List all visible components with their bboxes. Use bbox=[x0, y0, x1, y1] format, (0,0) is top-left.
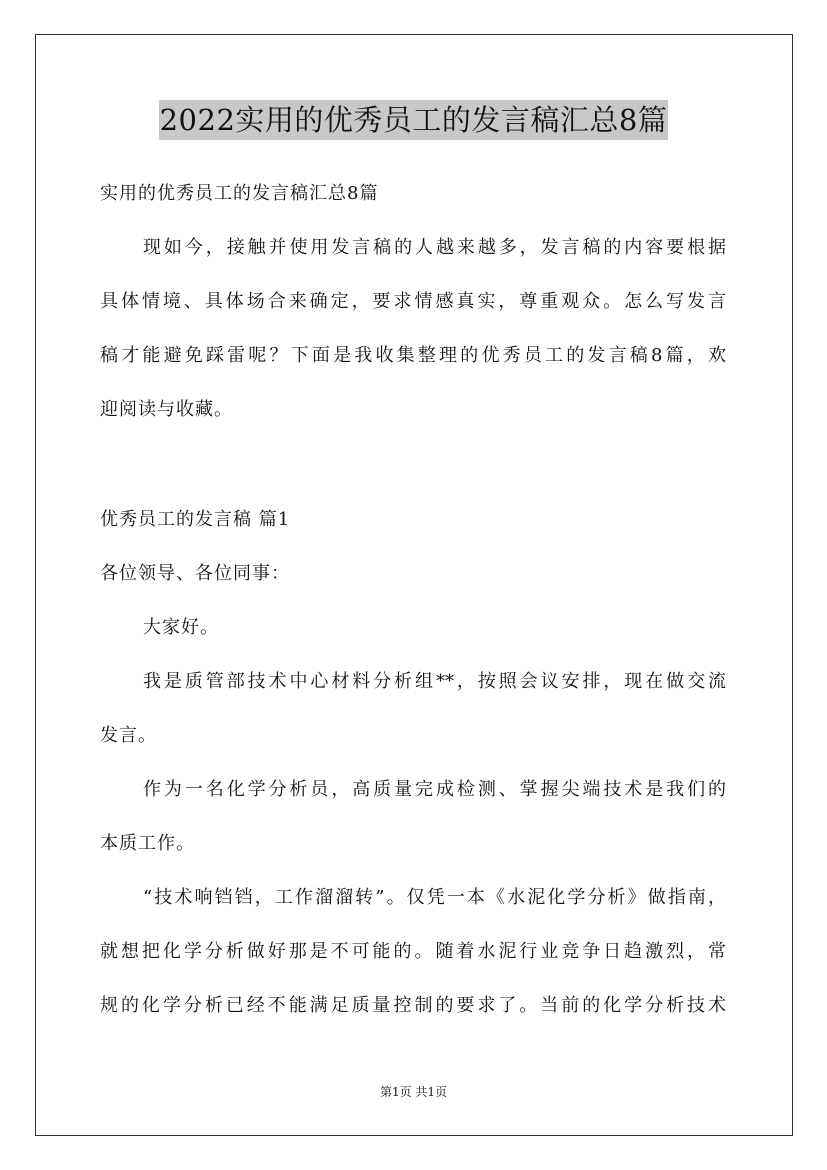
intro-paragraph-line: 迎阅读与收藏。 bbox=[100, 399, 233, 420]
body-paragraph-line: 发言。 bbox=[100, 725, 157, 746]
body-paragraph-line: 我是质管部技术中心材料分析组**，按照会议安排，现在做交流 bbox=[143, 671, 726, 692]
body-paragraph-line: 作为一名化学分析员，高质量完成检测、掌握尖端技术是我们的 bbox=[143, 779, 726, 800]
document-title: 2022实用的优秀员工的发言稿汇总8篇 bbox=[159, 100, 669, 140]
salutation: 各位领导、各位同事： bbox=[100, 563, 290, 584]
intro-paragraph-line: 具体情境、具体场合来确定，要求情感真实，尊重观众。怎么写发言 bbox=[100, 291, 726, 312]
body-paragraph-line: 本质工作。 bbox=[100, 833, 195, 854]
body-paragraph-line: 规的化学分析已经不能满足质量控制的要求了。当前的化学分析技术 bbox=[100, 995, 726, 1016]
document-title-container bbox=[0, 100, 827, 140]
intro-paragraph-line: 现如今，接触并使用发言稿的人越来越多，发言稿的内容要根据 bbox=[143, 237, 726, 258]
body-paragraph-line: “技术响铛铛，工作溜溜转”。仅凭一本《水泥化学分析》做指南， bbox=[143, 887, 726, 908]
body-paragraph-line: 就想把化学分析做好那是不可能的。随着水泥行业竞争日趋激烈，常 bbox=[100, 941, 726, 962]
document-subtitle: 实用的优秀员工的发言稿汇总8篇 bbox=[100, 183, 379, 204]
section-heading: 优秀员工的发言稿 篇1 bbox=[100, 509, 291, 530]
greeting: 大家好。 bbox=[143, 617, 219, 638]
page-footer: 第1页 共1页 bbox=[379, 1085, 448, 1099]
intro-paragraph-line: 稿才能避免踩雷呢？下面是我收集整理的优秀员工的发言稿8篇，欢 bbox=[100, 345, 726, 366]
